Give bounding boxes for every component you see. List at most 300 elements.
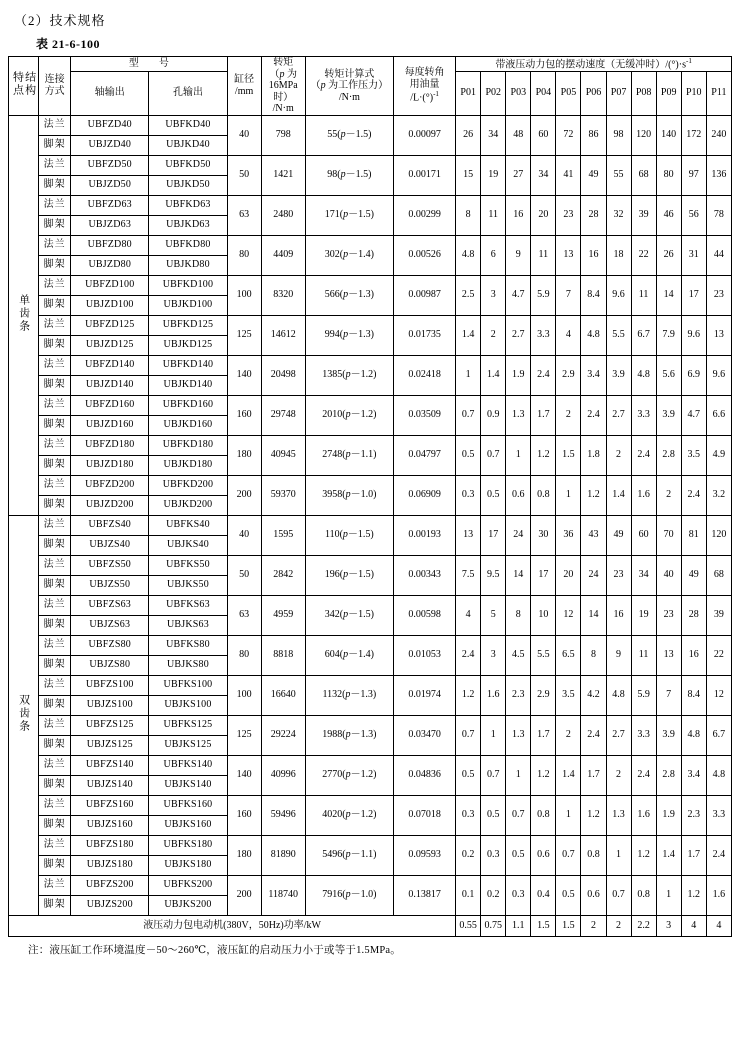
cell-model-hole: UBFKS40 — [149, 515, 227, 535]
cell-connection: 法兰 — [39, 515, 71, 535]
cell-torque: 16640 — [261, 675, 305, 715]
cell-speed-P04: 5.5 — [531, 635, 556, 675]
cell-model-hole: UBFKD180 — [149, 435, 227, 455]
cell-model-shaft: UBFZD180 — [71, 435, 149, 455]
cell-speed-P08: 68 — [631, 155, 656, 195]
cell-speed-P07: 2 — [606, 755, 631, 795]
cell-torque: 8320 — [261, 275, 305, 315]
cell-speed-P06: 0.8 — [581, 835, 606, 875]
footer-value-P09: 3 — [656, 915, 681, 936]
table-row — [9, 315, 732, 335]
cell-connection: 法兰 — [39, 635, 71, 655]
cell-connection: 脚架 — [39, 415, 71, 435]
cell-speed-P02: 11 — [481, 195, 506, 235]
cell-speed-P01: 0.5 — [456, 755, 481, 795]
cell-speed-P08: 1.6 — [631, 795, 656, 835]
cell-speed-P08: 39 — [631, 195, 656, 235]
cell-speed-P02: 1 — [481, 715, 506, 755]
cell-speed-P06: 49 — [581, 155, 606, 195]
cell-speed-P10: 3.5 — [681, 435, 706, 475]
cell-oil: 0.09593 — [393, 835, 455, 875]
cell-connection: 脚架 — [39, 175, 71, 195]
cell-speed-P05: 7 — [556, 275, 581, 315]
cell-speed-P05: 3.5 — [556, 675, 581, 715]
cell-speed-P07: 2.7 — [606, 715, 631, 755]
cell-model-hole: UBJKD40 — [149, 135, 227, 155]
cell-speed-P01: 26 — [456, 115, 481, 155]
cell-speed-P07: 1 — [606, 835, 631, 875]
table-row — [9, 755, 732, 775]
cell-speed-P01: 7.5 — [456, 555, 481, 595]
cell-model-hole: UBFKS50 — [149, 555, 227, 575]
cell-model-shaft: UBFZD160 — [71, 395, 149, 415]
cell-speed-P04: 2.4 — [531, 355, 556, 395]
group-label: 单齿条 — [9, 115, 39, 515]
cell-connection: 法兰 — [39, 675, 71, 695]
cell-speed-P11: 9.6 — [706, 355, 731, 395]
cell-speed-P07: 1.4 — [606, 475, 631, 515]
cell-speed-P11: 2.4 — [706, 835, 731, 875]
cell-connection: 法兰 — [39, 595, 71, 615]
cell-speed-P11: 4.9 — [706, 435, 731, 475]
cell-speed-P04: 1.2 — [531, 755, 556, 795]
cell-speed-P02: 3 — [481, 635, 506, 675]
header-model-shaft: 轴输出 — [71, 71, 149, 115]
cell-speed-P09: 1.4 — [656, 835, 681, 875]
cell-connection: 法兰 — [39, 795, 71, 815]
cell-speed-P11: 1.6 — [706, 875, 731, 915]
cell-oil: 0.00987 — [393, 275, 455, 315]
cell-speed-P01: 0.5 — [456, 435, 481, 475]
cell-speed-P09: 2.8 — [656, 435, 681, 475]
cell-speed-P06: 16 — [581, 235, 606, 275]
cell-formula: 604(p－1.4) — [305, 635, 393, 675]
cell-bore: 63 — [227, 595, 261, 635]
cell-model-hole: UBJKS180 — [149, 855, 227, 875]
cell-torque: 4959 — [261, 595, 305, 635]
table-row — [9, 635, 732, 655]
cell-speed-P07: 4.8 — [606, 675, 631, 715]
cell-speed-P03: 0.3 — [506, 875, 531, 915]
cell-speed-P11: 136 — [706, 155, 731, 195]
cell-speed-P09: 14 — [656, 275, 681, 315]
cell-connection: 脚架 — [39, 895, 71, 915]
cell-speed-P10: 2.3 — [681, 795, 706, 835]
cell-formula: 5496(p－1.1) — [305, 835, 393, 875]
cell-model-hole: UBFKS140 — [149, 755, 227, 775]
cell-speed-P11: 4.8 — [706, 755, 731, 795]
cell-torque: 798 — [261, 115, 305, 155]
cell-bore: 180 — [227, 835, 261, 875]
cell-speed-P07: 18 — [606, 235, 631, 275]
cell-bore: 80 — [227, 635, 261, 675]
cell-speed-P11: 3.2 — [706, 475, 731, 515]
cell-speed-P01: 1.2 — [456, 675, 481, 715]
cell-connection: 法兰 — [39, 435, 71, 455]
cell-connection: 法兰 — [39, 755, 71, 775]
cell-model-hole: UBJKS80 — [149, 655, 227, 675]
cell-speed-P07: 16 — [606, 595, 631, 635]
footer-value-P06: 2 — [581, 915, 606, 936]
cell-speed-P05: 6.5 — [556, 635, 581, 675]
footer-label: 液压动力包电动机(380V，50Hz)功率/kW — [9, 915, 456, 936]
cell-speed-P02: 17 — [481, 515, 506, 555]
table-row — [9, 475, 732, 495]
cell-model-hole: UBJKD80 — [149, 255, 227, 275]
cell-oil: 0.06909 — [393, 475, 455, 515]
cell-connection: 脚架 — [39, 855, 71, 875]
cell-bore: 125 — [227, 315, 261, 355]
cell-speed-P10: 31 — [681, 235, 706, 275]
header-pcol-P10: P10 — [681, 71, 706, 115]
cell-speed-P02: 9.5 — [481, 555, 506, 595]
cell-model-shaft: UBJZD200 — [71, 495, 149, 515]
cell-speed-P07: 23 — [606, 555, 631, 595]
cell-speed-P11: 6.7 — [706, 715, 731, 755]
cell-model-hole: UBJKS100 — [149, 695, 227, 715]
table-row — [9, 715, 732, 735]
cell-speed-P11: 6.6 — [706, 395, 731, 435]
cell-model-shaft: UBFZD50 — [71, 155, 149, 175]
cell-torque: 2842 — [261, 555, 305, 595]
cell-model-hole: UBJKD63 — [149, 215, 227, 235]
header-oil: 每度转角 用油量 /L·(°)$^{-1}$ — [393, 57, 455, 116]
cell-model-hole: UBJKS200 — [149, 895, 227, 915]
cell-speed-P03: 0.5 — [506, 835, 531, 875]
cell-speed-P08: 34 — [631, 555, 656, 595]
cell-speed-P10: 4.7 — [681, 395, 706, 435]
cell-speed-P03: 2.7 — [506, 315, 531, 355]
cell-speed-P10: 6.9 — [681, 355, 706, 395]
cell-model-hole: UBFKD160 — [149, 395, 227, 415]
cell-model-shaft: UBFZS125 — [71, 715, 149, 735]
cell-oil: 0.04836 — [393, 755, 455, 795]
cell-formula: 4020(p－1.2) — [305, 795, 393, 835]
cell-model-hole: UBFKS63 — [149, 595, 227, 615]
cell-speed-P08: 120 — [631, 115, 656, 155]
cell-speed-P11: 3.3 — [706, 795, 731, 835]
cell-connection: 法兰 — [39, 195, 71, 215]
cell-oil: 0.00299 — [393, 195, 455, 235]
cell-speed-P10: 17 — [681, 275, 706, 315]
cell-model-shaft: UBFZD100 — [71, 275, 149, 295]
cell-speed-P03: 16 — [506, 195, 531, 235]
header-pcol-P01: P01 — [456, 71, 481, 115]
cell-speed-P03: 4.7 — [506, 275, 531, 315]
cell-bore: 125 — [227, 715, 261, 755]
cell-speed-P04: 17 — [531, 555, 556, 595]
cell-speed-P03: 48 — [506, 115, 531, 155]
cell-speed-P09: 26 — [656, 235, 681, 275]
cell-speed-P06: 1.8 — [581, 435, 606, 475]
table-row — [9, 795, 732, 815]
cell-speed-P04: 0.6 — [531, 835, 556, 875]
cell-speed-P03: 1.3 — [506, 395, 531, 435]
cell-model-shaft: UBJZD63 — [71, 215, 149, 235]
cell-speed-P02: 0.2 — [481, 875, 506, 915]
cell-oil: 0.00343 — [393, 555, 455, 595]
cell-torque: 1595 — [261, 515, 305, 555]
cell-speed-P03: 2.3 — [506, 675, 531, 715]
cell-speed-P09: 1.9 — [656, 795, 681, 835]
cell-speed-P03: 1 — [506, 435, 531, 475]
cell-speed-P04: 1.7 — [531, 395, 556, 435]
cell-bore: 140 — [227, 355, 261, 395]
cell-speed-P11: 23 — [706, 275, 731, 315]
cell-model-shaft: UBFZS63 — [71, 595, 149, 615]
cell-bore: 40 — [227, 115, 261, 155]
cell-bore: 100 — [227, 675, 261, 715]
cell-connection: 脚架 — [39, 215, 71, 235]
table-row — [9, 595, 732, 615]
cell-torque: 4409 — [261, 235, 305, 275]
cell-model-hole: UBJKS40 — [149, 535, 227, 555]
cell-model-shaft: UBFZS200 — [71, 875, 149, 895]
cell-speed-P01: 2.5 — [456, 275, 481, 315]
cell-model-hole: UBJKS125 — [149, 735, 227, 755]
header-pcol-P05: P05 — [556, 71, 581, 115]
cell-speed-P06: 1.7 — [581, 755, 606, 795]
cell-torque: 29748 — [261, 395, 305, 435]
cell-oil: 0.01053 — [393, 635, 455, 675]
cell-speed-P06: 0.6 — [581, 875, 606, 915]
cell-speed-P05: 72 — [556, 115, 581, 155]
header-speed: 带液压动力包的摆动速度（无缓冲时）$/(^\circ)\cdot s^{-1}$ — [456, 57, 732, 72]
cell-connection: 法兰 — [39, 475, 71, 495]
cell-speed-P10: 1.2 — [681, 875, 706, 915]
cell-speed-P09: 7.9 — [656, 315, 681, 355]
cell-model-shaft: UBJZS50 — [71, 575, 149, 595]
cell-bore: 63 — [227, 195, 261, 235]
cell-speed-P06: 8.4 — [581, 275, 606, 315]
cell-speed-P05: 12 — [556, 595, 581, 635]
cell-model-hole: UBFKD100 — [149, 275, 227, 295]
cell-connection: 法兰 — [39, 155, 71, 175]
table-row — [9, 835, 732, 855]
cell-formula: 171(p－1.5) — [305, 195, 393, 235]
cell-formula: 7916(p－1.0) — [305, 875, 393, 915]
cell-connection: 法兰 — [39, 395, 71, 415]
cell-speed-P01: 0.1 — [456, 875, 481, 915]
cell-speed-P06: 4.2 — [581, 675, 606, 715]
cell-speed-P11: 22 — [706, 635, 731, 675]
cell-torque: 40945 — [261, 435, 305, 475]
cell-speed-P01: 0.2 — [456, 835, 481, 875]
cell-connection: 法兰 — [39, 315, 71, 335]
table-caption: 表 21-6-100 — [36, 37, 100, 51]
cell-speed-P10: 81 — [681, 515, 706, 555]
cell-speed-P03: 0.7 — [506, 795, 531, 835]
cell-speed-P10: 28 — [681, 595, 706, 635]
cell-model-shaft: UBFZD140 — [71, 355, 149, 375]
cell-connection: 法兰 — [39, 355, 71, 375]
cell-oil: 0.00526 — [393, 235, 455, 275]
cell-speed-P10: 3.4 — [681, 755, 706, 795]
cell-speed-P04: 34 — [531, 155, 556, 195]
header-bore: 缸径 /mm — [227, 57, 261, 116]
cell-speed-P09: 3.9 — [656, 395, 681, 435]
cell-model-shaft: UBJZD125 — [71, 335, 149, 355]
cell-speed-P11: 44 — [706, 235, 731, 275]
cell-bore: 160 — [227, 795, 261, 835]
cell-speed-P10: 8.4 — [681, 675, 706, 715]
cell-connection: 法兰 — [39, 275, 71, 295]
cell-model-shaft: UBJZD40 — [71, 135, 149, 155]
cell-oil: 0.02418 — [393, 355, 455, 395]
cell-torque: 2480 — [261, 195, 305, 235]
cell-formula: 566(p－1.3) — [305, 275, 393, 315]
cell-speed-P10: 56 — [681, 195, 706, 235]
cell-oil: 0.00171 — [393, 155, 455, 195]
header-pcol-P03: P03 — [506, 71, 531, 115]
cell-speed-P09: 23 — [656, 595, 681, 635]
cell-connection: 脚架 — [39, 255, 71, 275]
cell-speed-P10: 97 — [681, 155, 706, 195]
cell-bore: 140 — [227, 755, 261, 795]
cell-model-hole: UBJKS160 — [149, 815, 227, 835]
cell-speed-P06: 2.4 — [581, 715, 606, 755]
cell-speed-P04: 20 — [531, 195, 556, 235]
cell-speed-P03: 1 — [506, 755, 531, 795]
cell-oil: 0.13817 — [393, 875, 455, 915]
cell-oil: 0.00598 — [393, 595, 455, 635]
cell-torque: 29224 — [261, 715, 305, 755]
cell-model-hole: UBFKS160 — [149, 795, 227, 815]
cell-speed-P10: 4.8 — [681, 715, 706, 755]
cell-speed-P05: 20 — [556, 555, 581, 595]
cell-speed-P03: 8 — [506, 595, 531, 635]
cell-model-shaft: UBJZD140 — [71, 375, 149, 395]
footer-value-P03: 1.1 — [506, 915, 531, 936]
cell-model-hole: UBFKD80 — [149, 235, 227, 255]
cell-speed-P07: 49 — [606, 515, 631, 555]
table-row — [9, 195, 732, 215]
cell-model-shaft: UBFZD125 — [71, 315, 149, 335]
cell-model-hole: UBJKS63 — [149, 615, 227, 635]
table-row — [9, 515, 732, 535]
cell-speed-P07: 98 — [606, 115, 631, 155]
cell-speed-P01: 15 — [456, 155, 481, 195]
spec-table — [8, 56, 732, 937]
cell-speed-P05: 0.7 — [556, 835, 581, 875]
cell-model-shaft: UBFZD80 — [71, 235, 149, 255]
footer-value-P10: 4 — [681, 915, 706, 936]
cell-model-hole: UBFKD125 — [149, 315, 227, 335]
cell-speed-P06: 14 — [581, 595, 606, 635]
cell-speed-P07: 5.5 — [606, 315, 631, 355]
cell-speed-P02: 2 — [481, 315, 506, 355]
header-struct: 结构 特点 — [9, 57, 39, 116]
cell-model-shaft: UBJZS140 — [71, 775, 149, 795]
cell-model-shaft: UBJZS125 — [71, 735, 149, 755]
cell-speed-P07: 1.3 — [606, 795, 631, 835]
cell-torque: 59370 — [261, 475, 305, 515]
header-model-hole: 孔输出 — [149, 71, 227, 115]
cell-speed-P08: 3.3 — [631, 395, 656, 435]
cell-model-shaft: UBJZS40 — [71, 535, 149, 555]
cell-speed-P01: 4 — [456, 595, 481, 635]
cell-speed-P05: 0.5 — [556, 875, 581, 915]
cell-speed-P09: 5.6 — [656, 355, 681, 395]
footer-value-P01: 0.55 — [456, 915, 481, 936]
cell-speed-P10: 172 — [681, 115, 706, 155]
table-row — [9, 555, 732, 575]
cell-speed-P07: 0.7 — [606, 875, 631, 915]
table-note: 注：液压缸工作环境温度－50～260℃，液压缸的启动压力小于或等于1.5MPa。 — [28, 944, 401, 956]
cell-model-shaft: UBJZS180 — [71, 855, 149, 875]
cell-speed-P03: 1.9 — [506, 355, 531, 395]
cell-speed-P01: 4.8 — [456, 235, 481, 275]
cell-formula: 1132(p－1.3) — [305, 675, 393, 715]
cell-speed-P11: 13 — [706, 315, 731, 355]
cell-model-hole: UBJKD125 — [149, 335, 227, 355]
cell-speed-P07: 2.7 — [606, 395, 631, 435]
cell-model-hole: UBJKD180 — [149, 455, 227, 475]
cell-bore: 200 — [227, 875, 261, 915]
cell-oil: 0.03470 — [393, 715, 455, 755]
cell-model-hole: UBJKD160 — [149, 415, 227, 435]
cell-speed-P08: 22 — [631, 235, 656, 275]
table-row — [9, 275, 732, 295]
cell-speed-P06: 1.2 — [581, 795, 606, 835]
cell-model-shaft: UBJZD80 — [71, 255, 149, 275]
cell-speed-P08: 4.8 — [631, 355, 656, 395]
cell-model-shaft: UBJZS80 — [71, 655, 149, 675]
cell-torque: 40996 — [261, 755, 305, 795]
table-row — [9, 395, 732, 415]
cell-model-hole: UBFKD63 — [149, 195, 227, 215]
cell-speed-P11: 240 — [706, 115, 731, 155]
table-row — [9, 355, 732, 375]
cell-speed-P08: 11 — [631, 635, 656, 675]
cell-model-shaft: UBJZD100 — [71, 295, 149, 315]
cell-model-shaft: UBFZD200 — [71, 475, 149, 495]
cell-speed-P05: 1 — [556, 795, 581, 835]
cell-model-shaft: UBJZD160 — [71, 415, 149, 435]
header-torque: 转矩 （p 为 16MPa 时） /N·m — [261, 57, 305, 116]
cell-bore: 40 — [227, 515, 261, 555]
cell-formula: 302(p－1.4) — [305, 235, 393, 275]
cell-speed-P11: 39 — [706, 595, 731, 635]
cell-speed-P01: 0.7 — [456, 395, 481, 435]
cell-speed-P11: 12 — [706, 675, 731, 715]
cell-speed-P09: 80 — [656, 155, 681, 195]
cell-speed-P07: 32 — [606, 195, 631, 235]
cell-speed-P05: 2.9 — [556, 355, 581, 395]
cell-speed-P05: 1.4 — [556, 755, 581, 795]
cell-formula: 196(p－1.5) — [305, 555, 393, 595]
cell-oil: 0.00193 — [393, 515, 455, 555]
cell-model-hole: UBFKS100 — [149, 675, 227, 695]
cell-connection: 脚架 — [39, 575, 71, 595]
cell-speed-P11: 120 — [706, 515, 731, 555]
cell-formula: 2770(p－1.2) — [305, 755, 393, 795]
cell-speed-P08: 1.2 — [631, 835, 656, 875]
cell-formula: 994(p－1.3) — [305, 315, 393, 355]
cell-speed-P01: 1.4 — [456, 315, 481, 355]
table-row — [9, 435, 732, 455]
cell-speed-P01: 0.3 — [456, 795, 481, 835]
cell-connection: 脚架 — [39, 135, 71, 155]
table-row — [9, 115, 732, 135]
cell-speed-P03: 4.5 — [506, 635, 531, 675]
cell-oil: 0.04797 — [393, 435, 455, 475]
footer-value-P04: 1.5 — [531, 915, 556, 936]
cell-speed-P04: 1.2 — [531, 435, 556, 475]
cell-speed-P02: 1.6 — [481, 675, 506, 715]
cell-speed-P11: 78 — [706, 195, 731, 235]
cell-speed-P04: 5.9 — [531, 275, 556, 315]
